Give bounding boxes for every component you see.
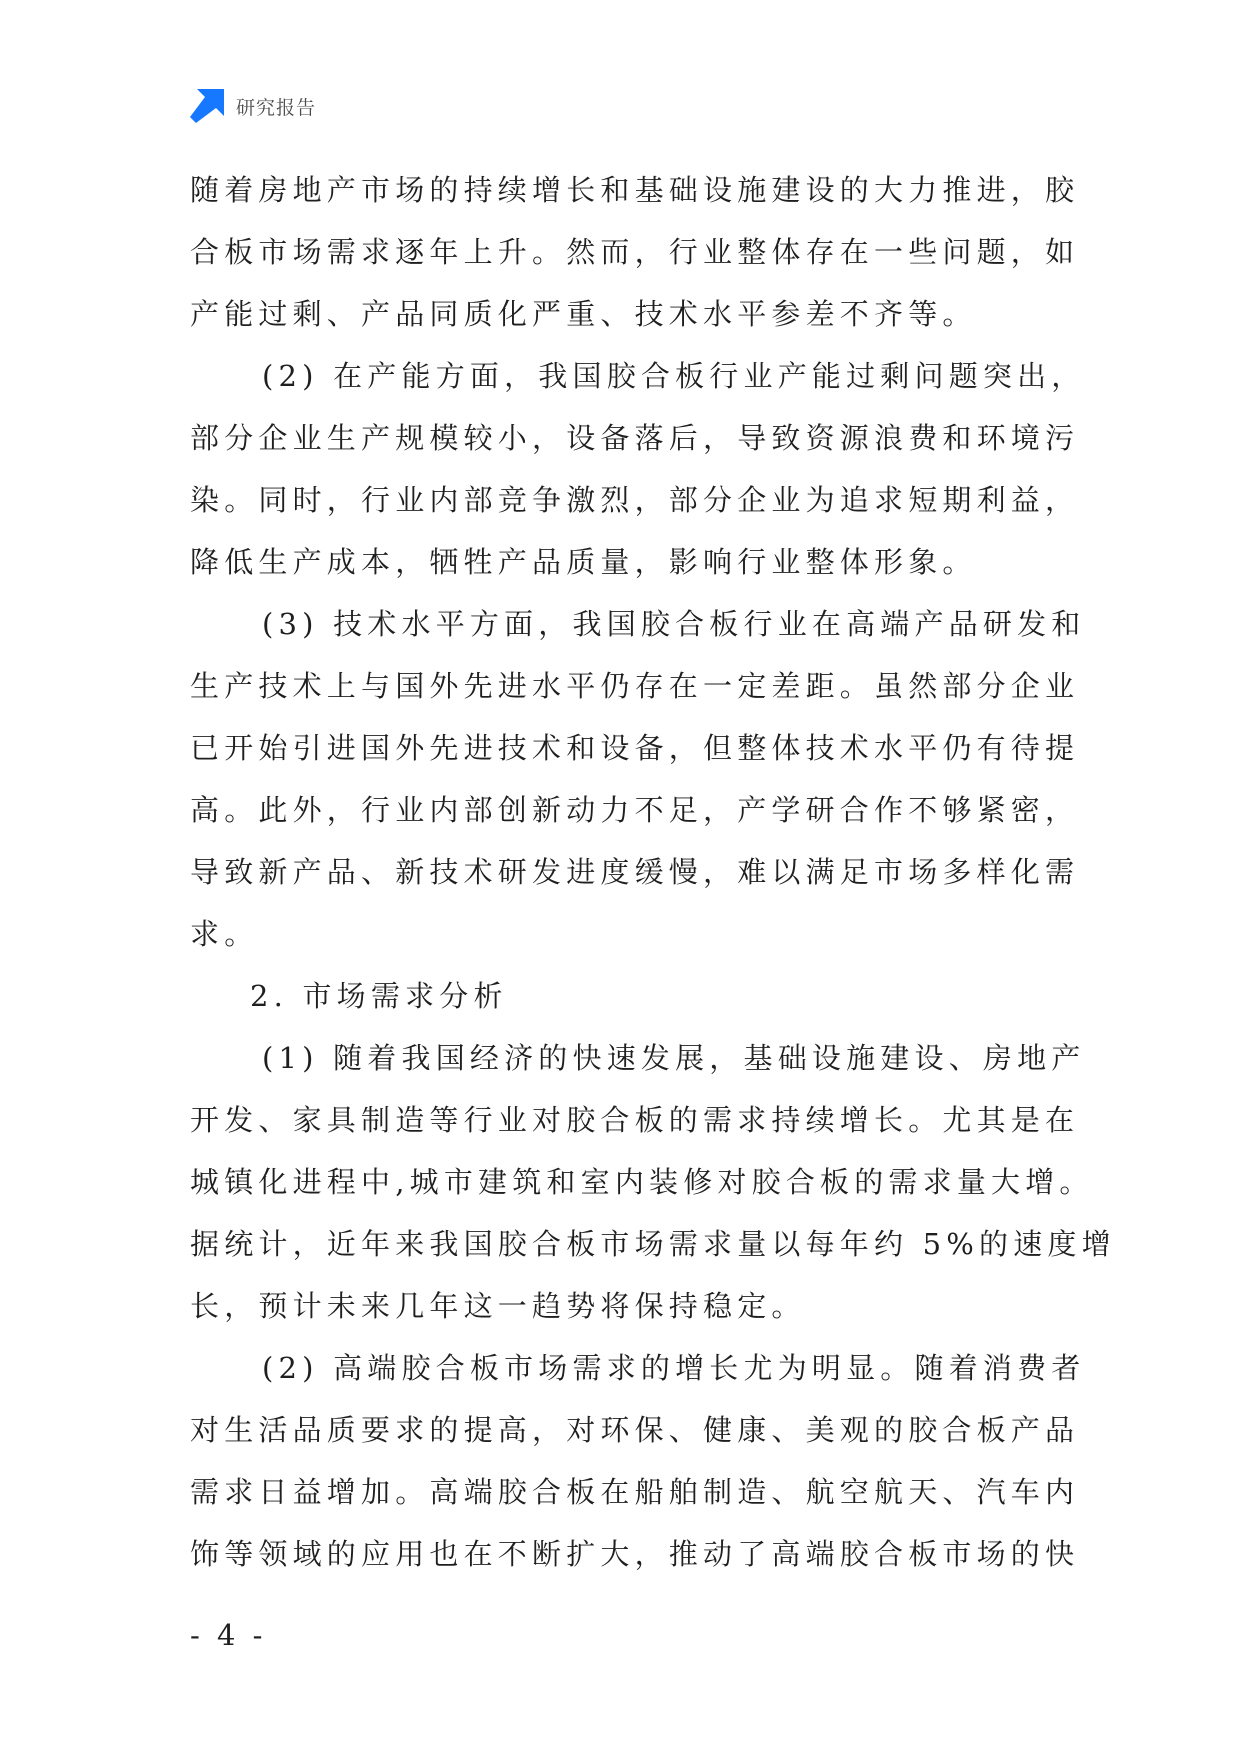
text-line: 高。此外，行业内部创新动力不足，产学研合作不够紧密， (190, 793, 1080, 827)
paragraph-start: (2) 在产能方面，我国胶合板行业产能过剩问题突出， (262, 359, 1086, 393)
section-heading: 2. 市场需求分析 (250, 979, 508, 1013)
document-body (190, 159, 1116, 1585)
text-line: 据统计，近年来我国胶合板市场需求量以每年约 5%的速度增 (190, 1227, 1116, 1261)
text-line: 合板市场需求逐年上升。然而，行业整体存在一些问题，如 (190, 235, 1080, 269)
text-line: 导致新产品、新技术研发进度缓慢，难以满足市场多样化需 (190, 855, 1080, 889)
text-line: 降低生产成本，牺牲产品质量，影响行业整体形象。 (190, 545, 977, 579)
paragraph-start: (2) 高端胶合板市场需求的增长尤为明显。随着消费者 (262, 1351, 1086, 1385)
text-line: 随着房地产市场的持续增长和基础设施建设的大力推进，胶 (190, 173, 1080, 207)
text-line: 染。同时，行业内部竞争激烈，部分企业为追求短期利益， (190, 483, 1080, 517)
text-line: 长，预计未来几年这一趋势将保持稳定。 (190, 1289, 806, 1323)
text-line: 饰等领域的应用也在不断扩大，推动了高端胶合板市场的快 (190, 1537, 1080, 1571)
text-line: 求。 (190, 917, 259, 951)
page-header (190, 88, 316, 124)
text-line: 生产技术上与国外先进水平仍存在一定差距。虽然部分企业 (190, 669, 1080, 703)
text-line: 产能过剩、产品同质化严重、技术水平参差不齐等。 (190, 297, 977, 331)
text-line: 需求日益增加。高端胶合板在船舶制造、航空航天、汽车内 (190, 1475, 1080, 1509)
header-title: 研究报告 (236, 96, 317, 119)
paragraph-start: (3) 技术水平方面，我国胶合板行业在高端产品研发和 (262, 607, 1086, 641)
text-line: 已开始引进国外先进技术和设备，但整体技术水平仍有待提 (190, 731, 1080, 765)
arrow-up-right-icon (190, 89, 224, 123)
paragraph-start: (1) 随着我国经济的快速发展，基础设施建设、房地产 (262, 1041, 1086, 1075)
page-number: - 4 - (190, 1618, 267, 1652)
text-line: 部分企业生产规模较小，设备落后，导致资源浪费和环境污 (190, 421, 1080, 455)
text-line: 城镇化进程中,城市建筑和室内装修对胶合板的需求量大增。 (190, 1165, 1094, 1199)
text-line: 对生活品质要求的提高，对环保、健康、美观的胶合板产品 (190, 1413, 1080, 1447)
text-line: 开发、家具制造等行业对胶合板的需求持续增长。尤其是在 (190, 1103, 1080, 1137)
